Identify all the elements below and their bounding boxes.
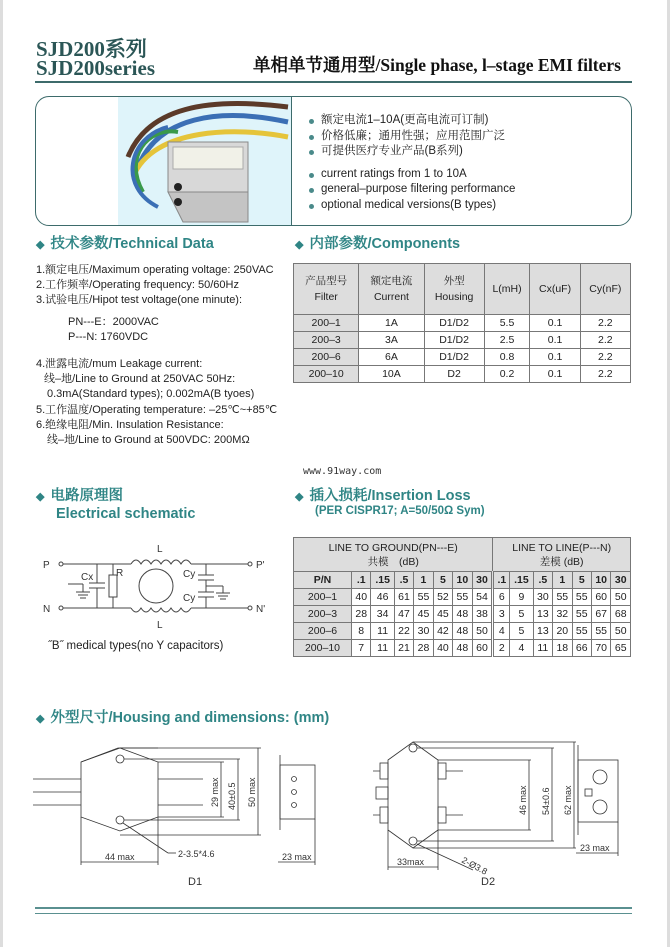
table-cell: 40 bbox=[352, 589, 371, 606]
col-housing: 外型 Housing bbox=[424, 264, 484, 315]
watermark-url: www.91way.com bbox=[303, 466, 382, 477]
table-cell: 5.5 bbox=[484, 315, 530, 332]
feature-item: 额定电流1–10A(更高电流可订制) bbox=[308, 113, 515, 129]
table-cell: 0.1 bbox=[530, 366, 580, 383]
table-row bbox=[294, 640, 631, 657]
table-cell: 11 bbox=[533, 640, 552, 657]
d2-label: D2 bbox=[481, 876, 496, 888]
table-cell: .15 bbox=[510, 572, 533, 589]
table-cell: 40 bbox=[433, 640, 452, 657]
table-cell: 42 bbox=[433, 623, 452, 640]
label-n-prime: N' bbox=[256, 604, 266, 615]
table-cell: D1/D2 bbox=[424, 332, 484, 349]
table-cell: 6A bbox=[359, 349, 424, 366]
table-cell: 28 bbox=[414, 640, 433, 657]
table-cell: 50 bbox=[472, 623, 493, 640]
table-cell: 5 bbox=[433, 572, 452, 589]
table-cell: 3A bbox=[359, 332, 424, 349]
schematic-caption: ˝B˝ medical types(no Y capacitors) bbox=[48, 640, 224, 652]
table-cell: 10A bbox=[359, 366, 424, 383]
table-cell: 21 bbox=[394, 640, 413, 657]
table-cell: 30 bbox=[414, 623, 433, 640]
table-cell: 22 bbox=[394, 623, 413, 640]
table-row bbox=[294, 589, 631, 606]
table-cell: 38 bbox=[472, 606, 493, 623]
table-cell: 200–10 bbox=[294, 366, 359, 383]
table-cell: 10 bbox=[591, 572, 610, 589]
d1-height-40: 40±0.5 bbox=[227, 782, 237, 810]
table-cell: 13 bbox=[533, 623, 552, 640]
table-cell: .1 bbox=[352, 572, 371, 589]
table-cell: 67 bbox=[591, 606, 610, 623]
table-cell: 68 bbox=[611, 606, 631, 623]
label-cy-bottom: Cy bbox=[183, 593, 196, 604]
table-cell: 200–6 bbox=[294, 623, 352, 640]
header-divider bbox=[35, 81, 632, 83]
footer-divider bbox=[35, 907, 632, 909]
electrical-schematic bbox=[33, 540, 273, 640]
table-row bbox=[294, 332, 631, 349]
label-p: P bbox=[43, 560, 50, 571]
feature-item: general–purpose filtering performance bbox=[308, 182, 515, 198]
table-cell: D1/D2 bbox=[424, 315, 484, 332]
table-cell: 7 bbox=[352, 640, 371, 657]
table-cell: 3 bbox=[493, 606, 510, 623]
tech-line: 2.工作频率/Operating frequency: 50/60Hz bbox=[36, 279, 239, 292]
label-r: R bbox=[116, 568, 124, 579]
table-cell: 2 bbox=[493, 640, 510, 657]
d1-hole: 2-3.5*4.6 bbox=[178, 849, 215, 859]
table-cell: 2.2 bbox=[580, 349, 630, 366]
table-cell: 55 bbox=[453, 589, 472, 606]
table-cell: 55 bbox=[572, 606, 591, 623]
table-cell: 32 bbox=[553, 606, 572, 623]
table-row bbox=[294, 349, 631, 366]
insertion-heading bbox=[295, 484, 471, 505]
table-cell: 70 bbox=[591, 640, 610, 657]
table-cell: 2.2 bbox=[580, 332, 630, 349]
table-cell: 50 bbox=[611, 589, 631, 606]
dimensions-heading-text: 外型尺寸/Housing and dimensions: (mm) bbox=[50, 710, 330, 726]
table-cell: 6 bbox=[493, 589, 510, 606]
d2-drawing bbox=[373, 735, 653, 895]
table-cell: 45 bbox=[414, 606, 433, 623]
table-cell: 4 bbox=[493, 623, 510, 640]
diamond-icon: ◆ bbox=[295, 491, 304, 503]
table-cell: 30 bbox=[533, 589, 552, 606]
components-heading bbox=[295, 232, 460, 253]
insertion-heading-text: 插入损耗/Insertion Loss bbox=[309, 488, 471, 504]
table-cell: 11 bbox=[371, 640, 394, 657]
col-cx: Cx(uF) bbox=[530, 264, 580, 315]
schematic-heading-cn: 电路原理图 bbox=[50, 488, 123, 504]
diamond-icon: ◆ bbox=[36, 239, 45, 251]
table-cell: 55 bbox=[414, 589, 433, 606]
table-cell: 48 bbox=[453, 623, 472, 640]
table-cell: 30 bbox=[611, 572, 631, 589]
line-to-line-header: LINE TO LINE(P---N) 差模 (dB) bbox=[493, 538, 631, 572]
table-cell: 200–3 bbox=[294, 332, 359, 349]
table-cell: 48 bbox=[453, 606, 472, 623]
tech-line: 4.泄露电流/mum Leakage current: bbox=[36, 358, 203, 371]
table-cell: D1/D2 bbox=[424, 349, 484, 366]
feature-item: optional medical versions(B types) bbox=[308, 198, 515, 214]
tech-line: 线–地/Line to Ground at 250VAC 50Hz: bbox=[44, 373, 236, 386]
table-cell: 48 bbox=[453, 640, 472, 657]
table-cell: 54 bbox=[472, 589, 493, 606]
table-row bbox=[294, 606, 631, 623]
table-cell: 66 bbox=[572, 640, 591, 657]
label-n: N bbox=[43, 604, 51, 615]
footer-divider bbox=[35, 913, 632, 914]
col-cy: Cy(nF) bbox=[580, 264, 630, 315]
table-cell: 30 bbox=[472, 572, 493, 589]
components-heading-text: 内部参数/Components bbox=[309, 236, 461, 252]
technical-heading bbox=[36, 232, 214, 253]
table-cell: 200–1 bbox=[294, 315, 359, 332]
d2-depth: 23 max bbox=[580, 843, 610, 853]
title-en: SJD200series bbox=[36, 56, 155, 80]
table-cell: 9 bbox=[510, 589, 533, 606]
tech-line: 1.额定电压/Maximum operating voltage: 250VAC bbox=[36, 264, 274, 276]
diamond-icon: ◆ bbox=[295, 239, 304, 251]
table-cell: 13 bbox=[533, 606, 552, 623]
table-cell: 5 bbox=[510, 623, 533, 640]
table-cell: 2.2 bbox=[580, 315, 630, 332]
table-cell: 65 bbox=[611, 640, 631, 657]
diamond-icon: ◆ bbox=[36, 713, 45, 725]
technical-data bbox=[36, 263, 277, 448]
table-cell: 0.1 bbox=[530, 315, 580, 332]
table-cell: 1A bbox=[359, 315, 424, 332]
table-cell: 50 bbox=[611, 623, 631, 640]
col-filter: 产品型号 Filter bbox=[294, 264, 359, 315]
table-cell: 52 bbox=[433, 589, 452, 606]
insertion-subtitle: (PER CISPR17; A=50/50Ω Sym) bbox=[315, 505, 485, 517]
table-cell: 2.5 bbox=[484, 332, 530, 349]
table-cell: 200–10 bbox=[294, 640, 352, 657]
table-cell: 34 bbox=[371, 606, 394, 623]
table-cell: 18 bbox=[553, 640, 572, 657]
table-row bbox=[294, 366, 631, 383]
table-cell: 55 bbox=[591, 623, 610, 640]
table-cell: .1 bbox=[493, 572, 510, 589]
schematic-heading bbox=[36, 484, 123, 505]
table-cell: 20 bbox=[553, 623, 572, 640]
table-row bbox=[294, 315, 631, 332]
table-cell: 28 bbox=[352, 606, 371, 623]
table-cell: 0.1 bbox=[530, 332, 580, 349]
table-cell: 46 bbox=[371, 589, 394, 606]
col-l: L(mH) bbox=[484, 264, 530, 315]
table-cell: .15 bbox=[371, 572, 394, 589]
table-row bbox=[294, 623, 631, 640]
schematic-heading-en: Electrical schematic bbox=[56, 506, 196, 522]
d1-depth: 23 max bbox=[282, 852, 312, 862]
diamond-icon: ◆ bbox=[36, 491, 45, 503]
table-cell: 61 bbox=[394, 589, 413, 606]
title-cn: SJD200系列 bbox=[36, 37, 147, 61]
table-group-header bbox=[294, 538, 631, 572]
label-l-top: L bbox=[157, 544, 163, 555]
product-box bbox=[35, 96, 632, 226]
table-cell: 0.8 bbox=[484, 349, 530, 366]
table-cell: 60 bbox=[591, 589, 610, 606]
table-cell: 200–6 bbox=[294, 349, 359, 366]
table-cell: 5 bbox=[510, 606, 533, 623]
d2-height-54: 54±0.6 bbox=[541, 787, 551, 815]
table-cell: P/N bbox=[294, 572, 352, 589]
table-cell: 47 bbox=[394, 606, 413, 623]
tech-line: 6.绝缘电阻/Min. Insulation Resistance: bbox=[36, 418, 224, 431]
feature-item: current ratings from 1 to 10A bbox=[308, 167, 515, 183]
d2-height-46: 46 max bbox=[518, 785, 528, 815]
dimensions-heading bbox=[36, 706, 329, 727]
table-cell: 11 bbox=[371, 623, 394, 640]
components-table bbox=[293, 263, 631, 383]
d2-hole: 2-Ø3.8 bbox=[460, 854, 490, 877]
tech-line: P---N: 1760VDC bbox=[68, 330, 149, 343]
feature-list bbox=[308, 113, 515, 213]
table-cell: 200–3 bbox=[294, 606, 352, 623]
table-cell: 4 bbox=[510, 640, 533, 657]
d1-height-50: 50 max bbox=[247, 777, 257, 807]
table-cell: .5 bbox=[394, 572, 413, 589]
table-cell: 8 bbox=[352, 623, 371, 640]
feature-item: 价格低廉；通用性强；应用范围广泛 bbox=[308, 129, 515, 145]
insertion-loss-table bbox=[293, 537, 631, 657]
label-l-bottom: L bbox=[157, 620, 163, 631]
table-cell: 60 bbox=[472, 640, 493, 657]
product-photo bbox=[118, 97, 292, 225]
table-cell: 1 bbox=[414, 572, 433, 589]
table-cell: D2 bbox=[424, 366, 484, 383]
table-cell: 55 bbox=[553, 589, 572, 606]
feature-item: 可提供医疗专业产品(B系列) bbox=[308, 144, 515, 160]
d1-drawing bbox=[28, 735, 328, 895]
tech-line: 5.工作温度/Operating temperature: –25℃~+85℃ bbox=[36, 403, 278, 416]
table-cell: 55 bbox=[572, 623, 591, 640]
table-cell: 5 bbox=[572, 572, 591, 589]
technical-heading-text: 技术参数/Technical Data bbox=[50, 236, 214, 252]
d1-label: D1 bbox=[188, 876, 203, 888]
table-cell: 1 bbox=[553, 572, 572, 589]
frequency-header-row bbox=[294, 572, 631, 589]
line-to-ground-header: LINE TO GROUND(PN---E) 共模 (dB) bbox=[294, 538, 493, 572]
table-header-row bbox=[294, 264, 631, 315]
table-cell: 10 bbox=[453, 572, 472, 589]
table-cell: 55 bbox=[572, 589, 591, 606]
table-cell: 2.2 bbox=[580, 366, 630, 383]
subtitle: 单相单节通用型/Single phase, l–stage EMI filters bbox=[253, 55, 621, 75]
col-current: 额定电流 Current bbox=[359, 264, 424, 315]
tech-line: 3.试验电压/Hipot test voltage(one minute): bbox=[36, 294, 243, 307]
d2-height-62: 62 max bbox=[563, 785, 573, 815]
table-cell: .5 bbox=[533, 572, 552, 589]
d1-width: 44 max bbox=[105, 852, 135, 862]
d2-width: 33max bbox=[397, 857, 425, 867]
label-cx: Cx bbox=[81, 572, 94, 583]
table-cell: 0.1 bbox=[530, 349, 580, 366]
label-cy-top: Cy bbox=[183, 569, 196, 580]
table-cell: 200–1 bbox=[294, 589, 352, 606]
label-p-prime: P' bbox=[256, 560, 265, 571]
table-cell: 0.2 bbox=[484, 366, 530, 383]
tech-line: 线–地/Line to Ground at 500VDC: 200MΩ bbox=[47, 434, 250, 447]
tech-line: 0.3mA(Standard types); 0.002mA(B tyoes) bbox=[47, 388, 255, 401]
table-cell: 45 bbox=[433, 606, 452, 623]
d1-height-29: 29 max bbox=[210, 777, 220, 807]
tech-line: PN---E：2000VAC bbox=[68, 315, 159, 328]
